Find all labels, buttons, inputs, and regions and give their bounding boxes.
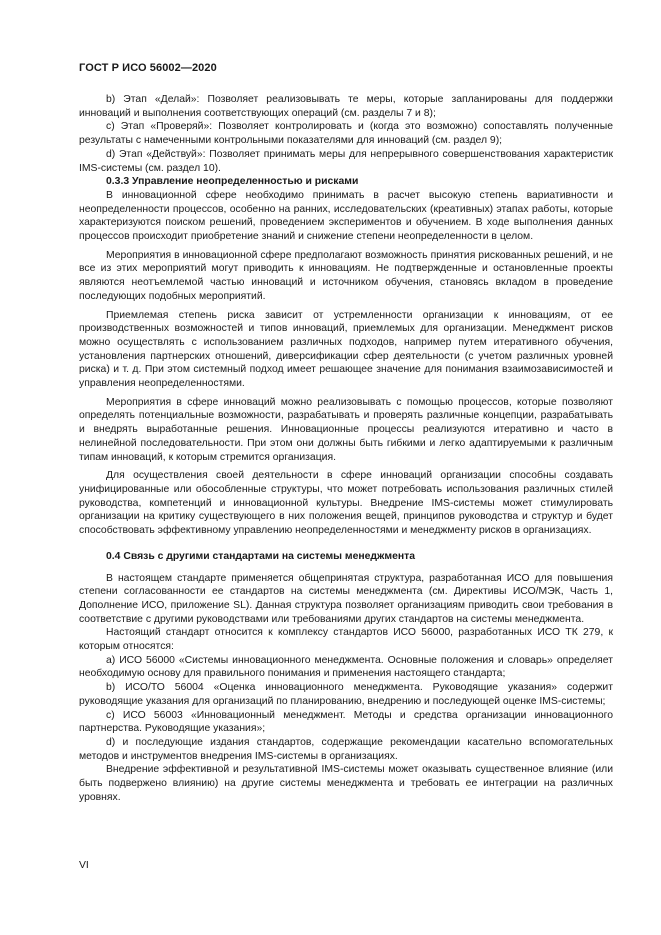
list-item: a) ИСО 56000 «Системы инновационного менеджмента. Основные положения и словарь» определяет необходимую основу для правильного понимания и применения настоящего стандарта; [79,654,613,680]
stage-item-act: d) Этап «Действуй»: Позволяет принимать меры для непрерывного совершенствования характеристик IMS-системы (см. раздел 10). [79,148,613,174]
page-number: VI [79,860,89,871]
stage-item-do: b) Этап «Делай»: Позволяет реализовывать те меры, которые запланированы для поддержки инноваций и выполнения соответствующих операций (см. разделы 7 и 8); [79,94,613,119]
standard-header: ГОСТ Р ИСО 56002—2020 [79,62,217,74]
document-body [79,93,613,804]
paragraph: Внедрение эффективной и результативной IMS-системы может оказывать существенное влияние (или быть подвержено влиянию) на другие системы менеджмента и требовать ее интеграции на различных уровнях. [79,764,613,803]
paragraph: Мероприятия в инновационной сфере предполагают возможность принятия рискованных решений, и не все из этих мероприятий могут приводить к инновациям. Не подтвержденные и остановленные проекты являются неотъемлемой частью инноваций и источником обучения, становясь вкладом в проведение последующих подобных мероприятий. [79,249,613,302]
section-0-3-3-heading: 0.3.3 Управление неопределенностью и рисками [106,176,359,188]
paragraph: Настоящий стандарт относится к комплексу стандартов ИСО 56000, разработанных ИСО ТК 279, к которым относятся: [79,627,613,653]
paragraph: Приемлемая степень риска зависит от устремленности организации к инновациям, от ее производственных возможностей и типов инноваций, приемлемых для организации. Менеджмент рисков можно осуществлять с использованием различных подходов, например путем итеративного обучения, установления партнерских отношений, диверсификации сфер деятельности (с учетом различных уровней риска) и т. д. При этом системный подход имеет решающее значение для понимания взаимозависимостей и управления неопределенностями. [79,309,613,390]
list-item: c) ИСО 56003 «Инновационный менеджмент. Методы и средства организации инновационного партнерства. Руководящие указания»; [79,709,613,735]
stage-item-check: c) Этап «Проверяй»: Позволяет контролировать и (когда это возможно) сопоставлять полученные результаты с намеченными контрольными показателями для инноваций (см. раздел 9); [79,121,613,147]
paragraph: В настоящем стандарте применяется общепринятая структура, разработанная ИСО для повышения степени согласованности ее стандартов на системы менеджмента (см. Директивы ИСО/МЭК, Часть 1, Дополнение ИСО, приложение SL). Данная структура позволяет организациям приводить свои требования в соответствие с другими руководствами или требованиями других стандартов на системы менеджмента. [79,572,613,625]
section-0-4-heading: 0.4 Связь с другими стандартами на системы менеджмента [106,550,416,562]
paragraph: В инновационной сфере необходимо принимать в расчет высокую степень вариативности и неопределенности процессов, особенно на ранних, исследовательских (креативных) этапах работы, которые характеризуются поиском решений, проведением экспериментов и обучением. В ходе выполнения данных процессов происходит приобретение знаний и снижение степени неопределенности в целом. [79,189,613,243]
list-item: b) ИСО/ТО 56004 «Оценка инновационного менеджмента. Руководящие указания» содержит руководящие указания для организаций по планированию, внедрению и последующей оценке IMS-системы; [79,682,613,707]
paragraph: Мероприятия в сфере инноваций можно реализовывать с помощью процессов, которые позволяют определять потенциальные возможности, разрабатывать и проверять различные концепции, разрабатывать и внедрять выработанные решения. Инновационные процессы реализуются итеративно и часто в нелинейной последовательности. При этом они должны быть гибкими и легко адаптируемыми к различным типам инноваций, к которым стремится организация. [79,396,613,463]
paragraph: Для осуществления своей деятельности в сфере инноваций организации способны создавать унифицированные или обособленные структуры, что может потребовать использования различных стилей руководства, компетенций и инновационной культуры. Внедрение IMS-системы может стимулировать организации на критику существующего в них положения вещей, принципов руководства и структур и будет способствовать эффективному управлению неопределенностями и менеджменту рисков в организациях. [79,470,613,537]
list-item: d) и последующие издания стандартов, содержащие рекомендации касательно вспомогательных методов и инструментов внедрения IMS-системы в организациях. [79,736,613,762]
